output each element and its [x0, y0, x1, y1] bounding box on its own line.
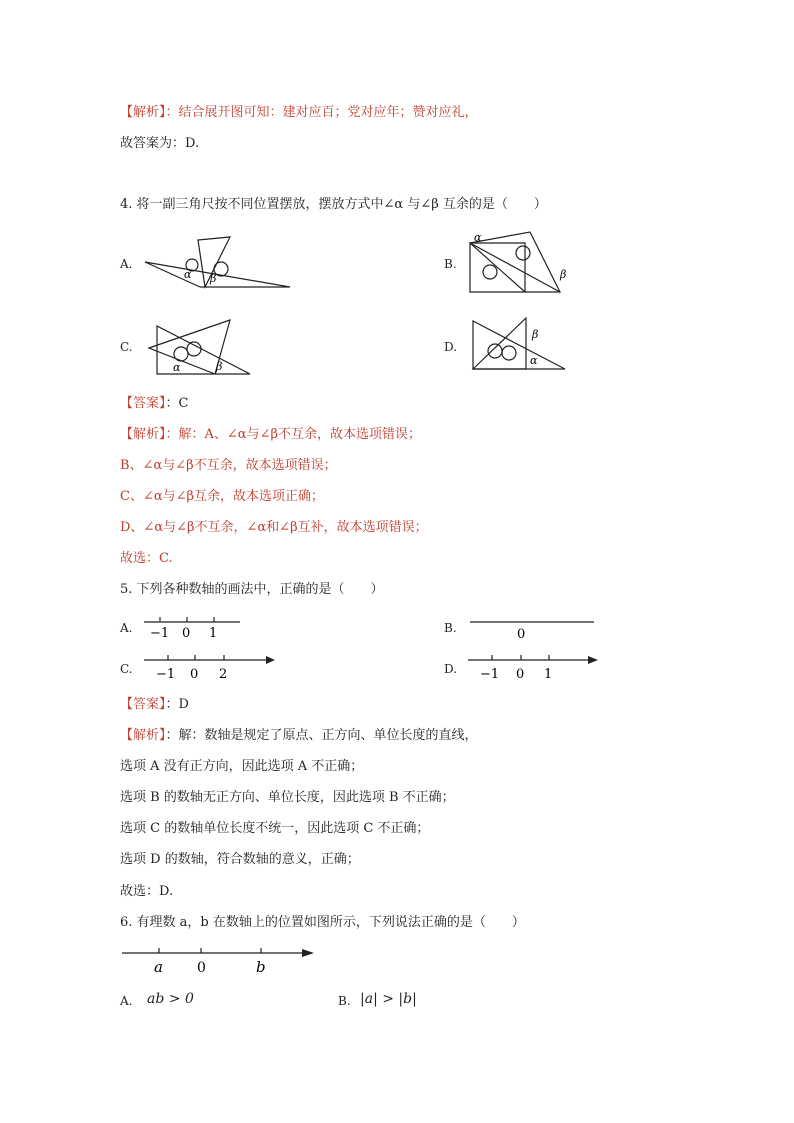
beta-label: β: [532, 328, 539, 341]
q4-figure-d: [468, 316, 578, 376]
origin-label: 0: [197, 960, 206, 976]
analysis-tag: 【解析】: [120, 728, 166, 743]
q4-analysis-line-5: 故选：C.: [120, 551, 173, 566]
point-a-label: a: [154, 958, 163, 976]
q5-analysis-line-5: 选项 D 的数轴，符合数轴的意义，正确；: [120, 852, 360, 867]
q6-number-line: [122, 945, 322, 981]
q6-option-a-label: A.: [120, 994, 133, 1008]
answer-text: ：C: [165, 396, 189, 411]
tick-label: 0: [517, 627, 526, 642]
q5-option-c-label: C.: [120, 662, 133, 676]
q4-figure-c: [145, 318, 275, 380]
tick-label: 0: [182, 626, 191, 641]
q6-option-a-expression: ab > 0: [147, 991, 194, 1007]
answer-tag: 【答案】: [120, 697, 166, 712]
q5-axis-b: [470, 614, 600, 644]
q4-figure-b: [465, 228, 585, 298]
beta-label: β: [210, 272, 217, 285]
q4-option-c-label: C.: [120, 340, 133, 354]
alpha-label: α: [184, 268, 192, 281]
q6-stem: 6. 有理数 a，b 在数轴上的位置如图所示，下列说法正确的是（ ）: [120, 915, 525, 930]
q4-option-d-label: D.: [444, 340, 458, 354]
analysis-text: ：解：数轴是规定了原点、正方向、单位长度的直线，: [165, 728, 478, 743]
q4-stem: 4. 将一副三角尺按不同位置摆放，摆放方式中∠α 与∠β 互余的是（ ）: [120, 197, 547, 212]
q5-axis-c: [144, 652, 284, 686]
q4-figure-a: [140, 232, 300, 302]
beta-label: β: [560, 268, 567, 281]
q5-analysis-line-2: 选项 A 没有正方向，因此选项 A 不正确；: [120, 759, 364, 774]
q6-option-b-label: B.: [338, 994, 351, 1008]
prev-answer-line: 故答案为：D.: [120, 136, 200, 151]
answer-text: ：D: [165, 697, 189, 712]
analysis-tag: 【解析】: [120, 427, 166, 442]
alpha-label: α: [530, 354, 538, 367]
tick-label: 0: [516, 667, 525, 682]
q5-answer-line: [120, 696, 189, 714]
q4-option-a-label: A.: [120, 257, 133, 271]
beta-label: β: [216, 360, 223, 373]
analysis-tag: 【解析】: [120, 105, 166, 120]
analysis-text: ：解：A、∠α与∠β不互余，故本选项错误；: [165, 427, 421, 442]
q5-option-a-label: A.: [120, 621, 133, 635]
prev-analysis-line: [120, 104, 478, 122]
q5-stem: 5. 下列各种数轴的画法中，正确的是（ ）: [120, 582, 384, 597]
q5-axis-d: [468, 652, 608, 686]
q6-option-b-expression: |a| > |b|: [360, 991, 417, 1007]
analysis-text: ：结合展开图可知：建对应百；党对应年；赞对应礼，: [165, 105, 478, 120]
q4-analysis-line-4: D、∠α与∠β不互余，∠α和∠β互补，故本选项错误；: [120, 520, 428, 535]
q4-option-b-label: B.: [444, 257, 457, 271]
q4-answer-line: [120, 395, 188, 413]
alpha-label: α: [474, 231, 482, 244]
point-b-label: b: [256, 958, 266, 976]
tick-label: 1: [544, 667, 553, 682]
q5-analysis-line-3: 选项 B 的数轴无正方向、单位长度，因此选项 B 不正确；: [120, 790, 455, 805]
q5-option-b-label: B.: [444, 621, 457, 635]
tick-label: −1: [150, 626, 170, 641]
q5-analysis-line-4: 选项 C 的数轴单位长度不统一，因此选项 C 不正确；: [120, 821, 430, 836]
q5-analysis-line-1: [120, 727, 478, 745]
tick-label: 2: [219, 667, 228, 682]
q5-option-d-label: D.: [444, 662, 458, 676]
tick-label: −1: [480, 667, 500, 682]
q4-analysis-line-3: C、∠α与∠β互余，故本选项正确；: [120, 489, 325, 504]
tick-label: 1: [209, 626, 218, 641]
tick-label: −1: [156, 667, 176, 682]
q5-analysis-line-6: 故选：D.: [120, 884, 174, 899]
q4-analysis-line-1: [120, 426, 421, 444]
answer-tag: 【答案】: [120, 396, 166, 411]
tick-label: 0: [190, 667, 199, 682]
q4-analysis-line-2: B、∠α与∠β不互余，故本选项错误；: [120, 458, 337, 473]
alpha-label: α: [173, 361, 181, 374]
q5-axis-a: [144, 614, 244, 644]
